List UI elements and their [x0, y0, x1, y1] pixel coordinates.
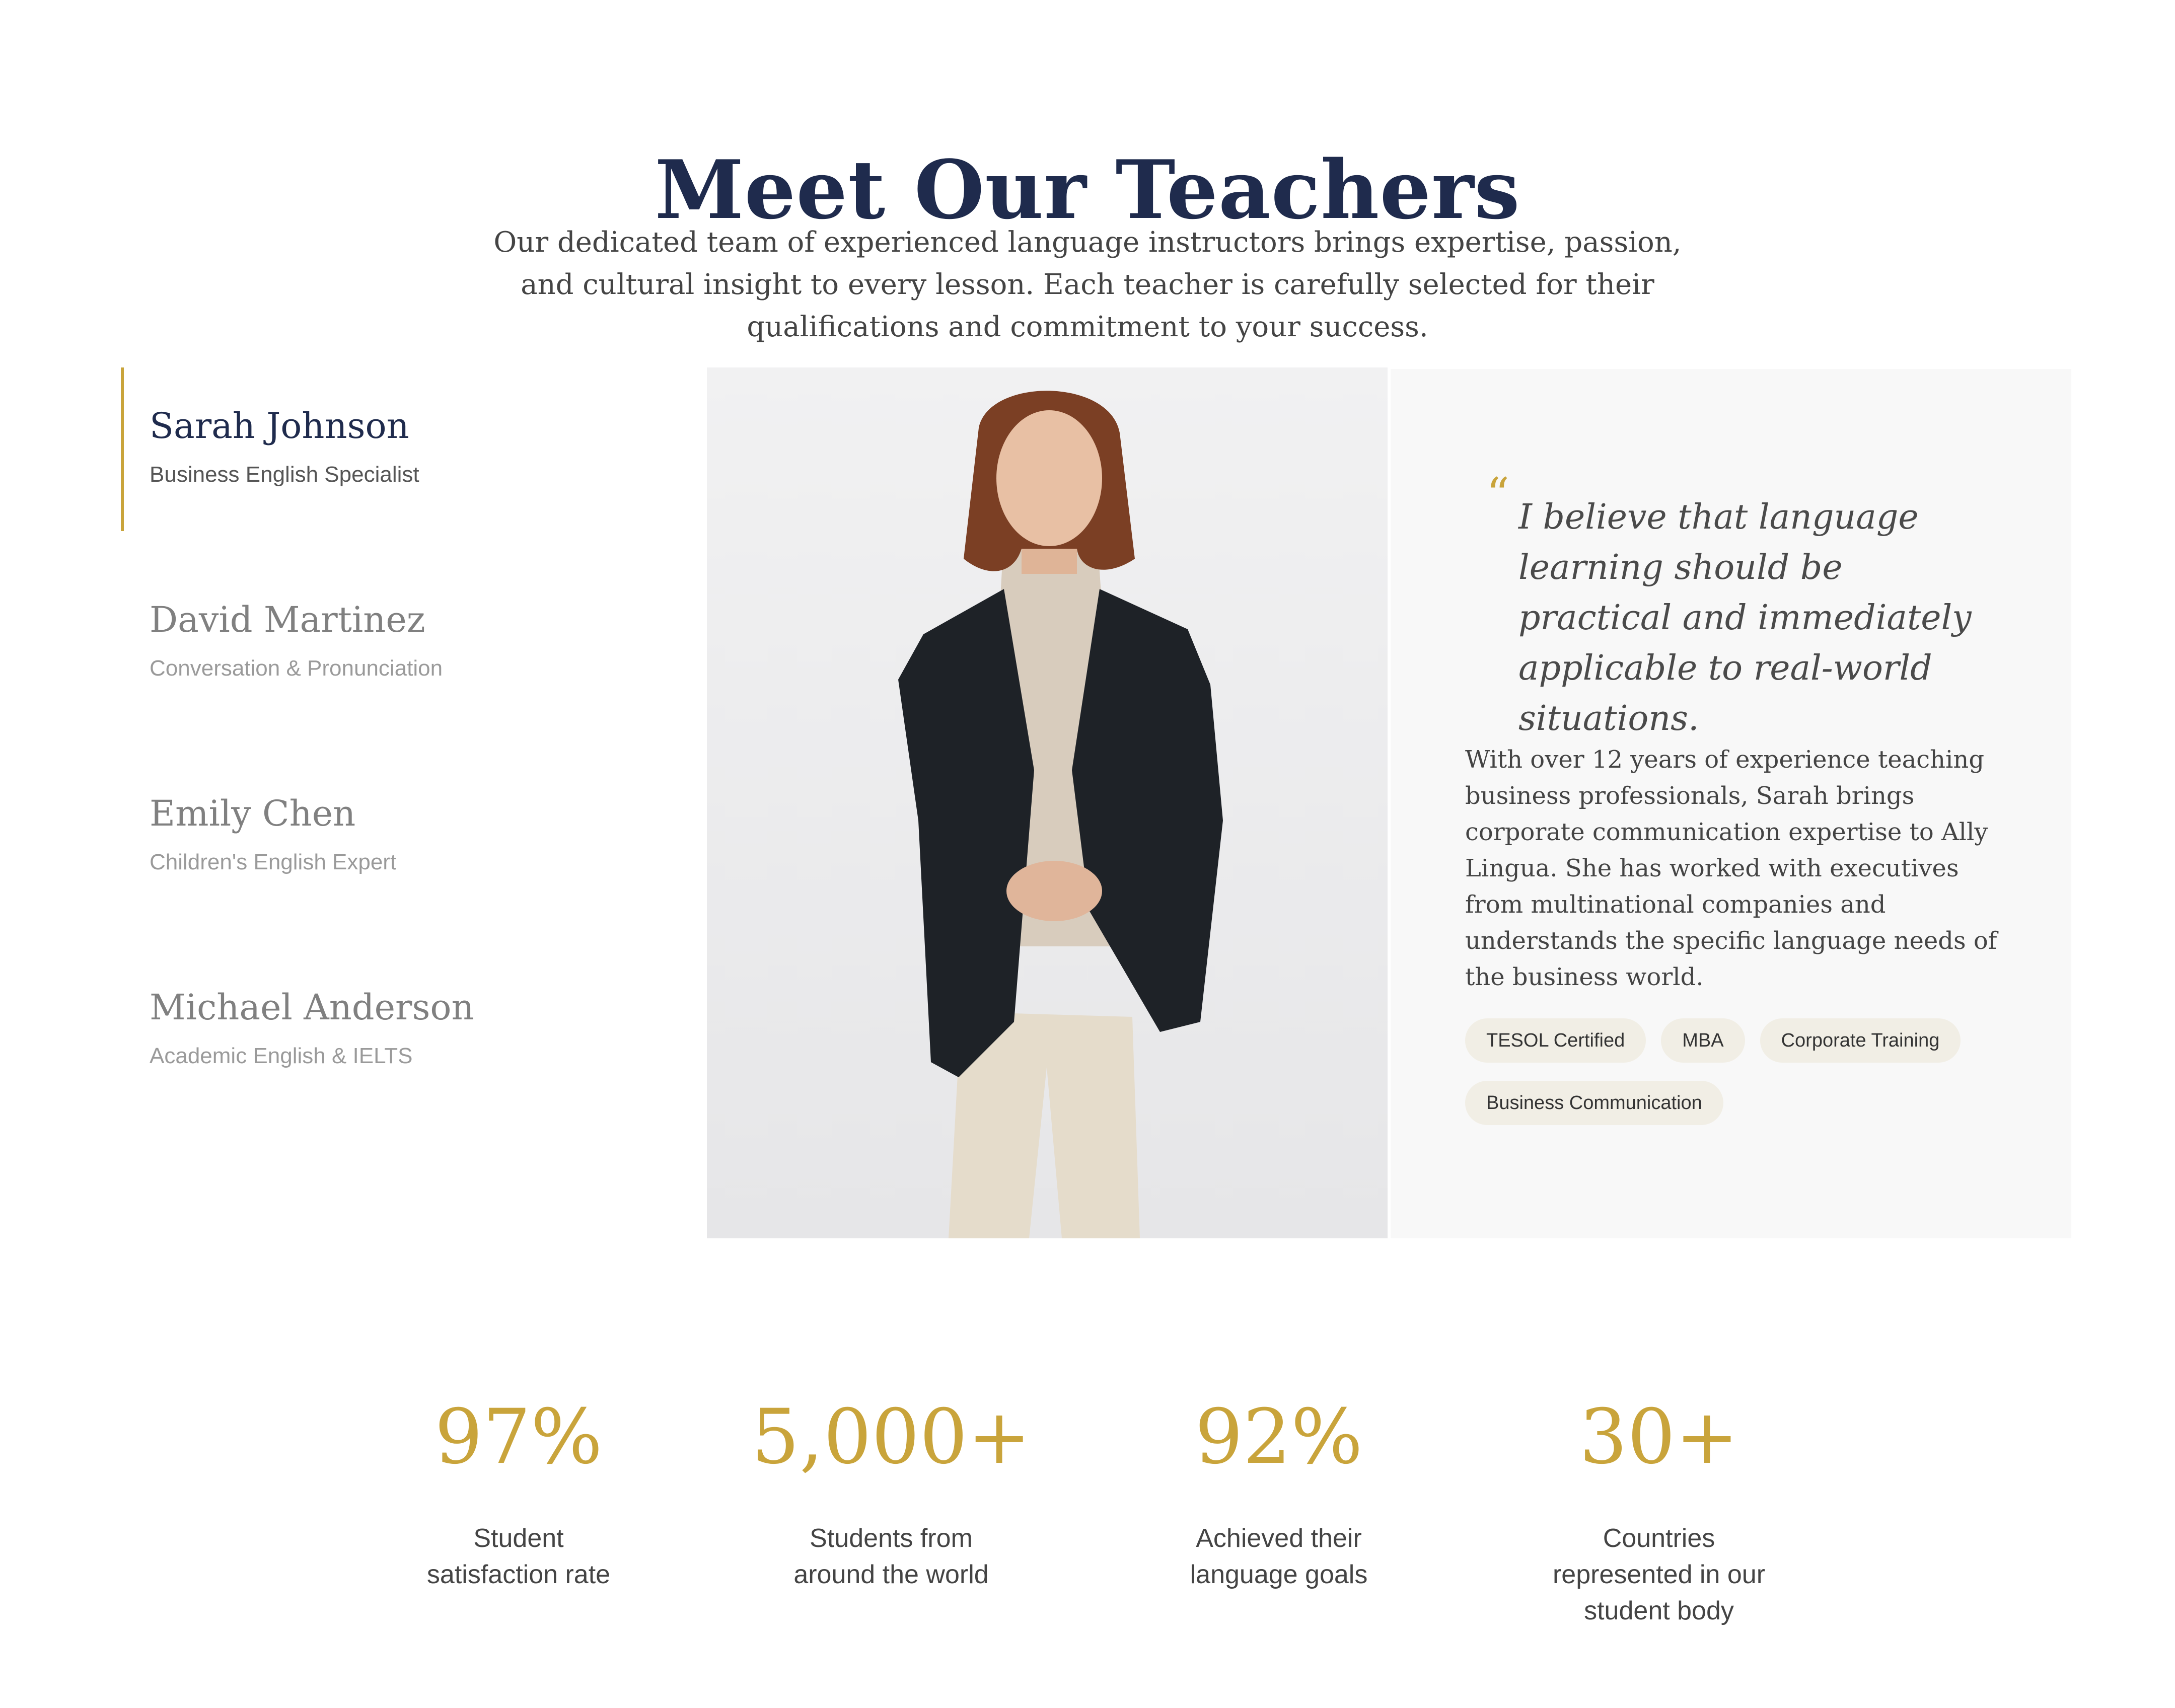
tag: TESOL Certified [1465, 1018, 1646, 1063]
teacher-quote: I believe that language learning should be practical and immediately applicable to real-world situations. [1518, 497, 1972, 738]
stat-students [730, 1393, 1052, 1593]
stat-value: 97% [434, 1393, 603, 1481]
teacher-item-david-martinez[interactable] [121, 561, 624, 755]
stat-label: Student satisfaction rate [426, 1524, 611, 1589]
teacher-photo [707, 367, 1388, 1238]
jacket-right [1072, 589, 1223, 1032]
teacher-item-sarah-johnson[interactable] [121, 367, 624, 561]
teacher-bio: With over 12 years of experience teaching business professionals, Sarah brings corporate communication expertise to Ally Lingua. She has worked with executives from multinational companies and understands the specific language needs of the business world. [1465, 746, 1997, 991]
stat-value: 92% [1195, 1393, 1363, 1481]
teacher-role: Conversation & Pronunciation [150, 656, 443, 681]
teacher-role: Children's English Expert [150, 850, 397, 874]
teacher-tags [1465, 1018, 2019, 1125]
teacher-detail-panel [1391, 369, 2071, 1238]
section-intro: Our dedicated team of experienced language instructors brings expertise, passion, and cultural insight to every lesson. Each teacher is carefully selected for their qualifications and commitment to your success. [493, 226, 1682, 343]
teacher-item-emily-chen[interactable] [121, 755, 624, 949]
teacher-role: Academic English & IELTS [150, 1044, 413, 1068]
face [996, 410, 1102, 546]
teacher-name: Sarah Johnson [150, 405, 409, 447]
quote-icon: “ [1486, 468, 1510, 521]
stat-label: Achieved their language goals [1190, 1524, 1368, 1589]
teacher-item-michael-anderson[interactable] [121, 949, 624, 1143]
stats-row [0, 1393, 2175, 1661]
teacher-role: Business English Specialist [150, 462, 419, 487]
teacher-portrait-illustration [707, 367, 1388, 1238]
stat-value: 30+ [1579, 1393, 1739, 1481]
teacher-list [121, 367, 624, 1143]
teacher-name: Michael Anderson [150, 987, 474, 1028]
hands [1006, 861, 1102, 921]
tag: Business Communication [1465, 1081, 1723, 1125]
stat-label: Students from around the world [793, 1524, 989, 1589]
stat-label: Countries represented in our student body [1552, 1524, 1766, 1625]
stat-value: 5,000+ [751, 1393, 1031, 1481]
stat-countries [1498, 1393, 1820, 1629]
tag: Corporate Training [1760, 1018, 1961, 1063]
jacket-left [898, 589, 1034, 1077]
tag: MBA [1661, 1018, 1745, 1063]
stat-goals [1118, 1393, 1440, 1593]
teacher-name: David Martinez [150, 599, 425, 640]
teacher-name: Emily Chen [150, 793, 356, 834]
section-title: Meet Our Teachers [655, 142, 1520, 238]
stat-satisfaction [357, 1393, 680, 1593]
